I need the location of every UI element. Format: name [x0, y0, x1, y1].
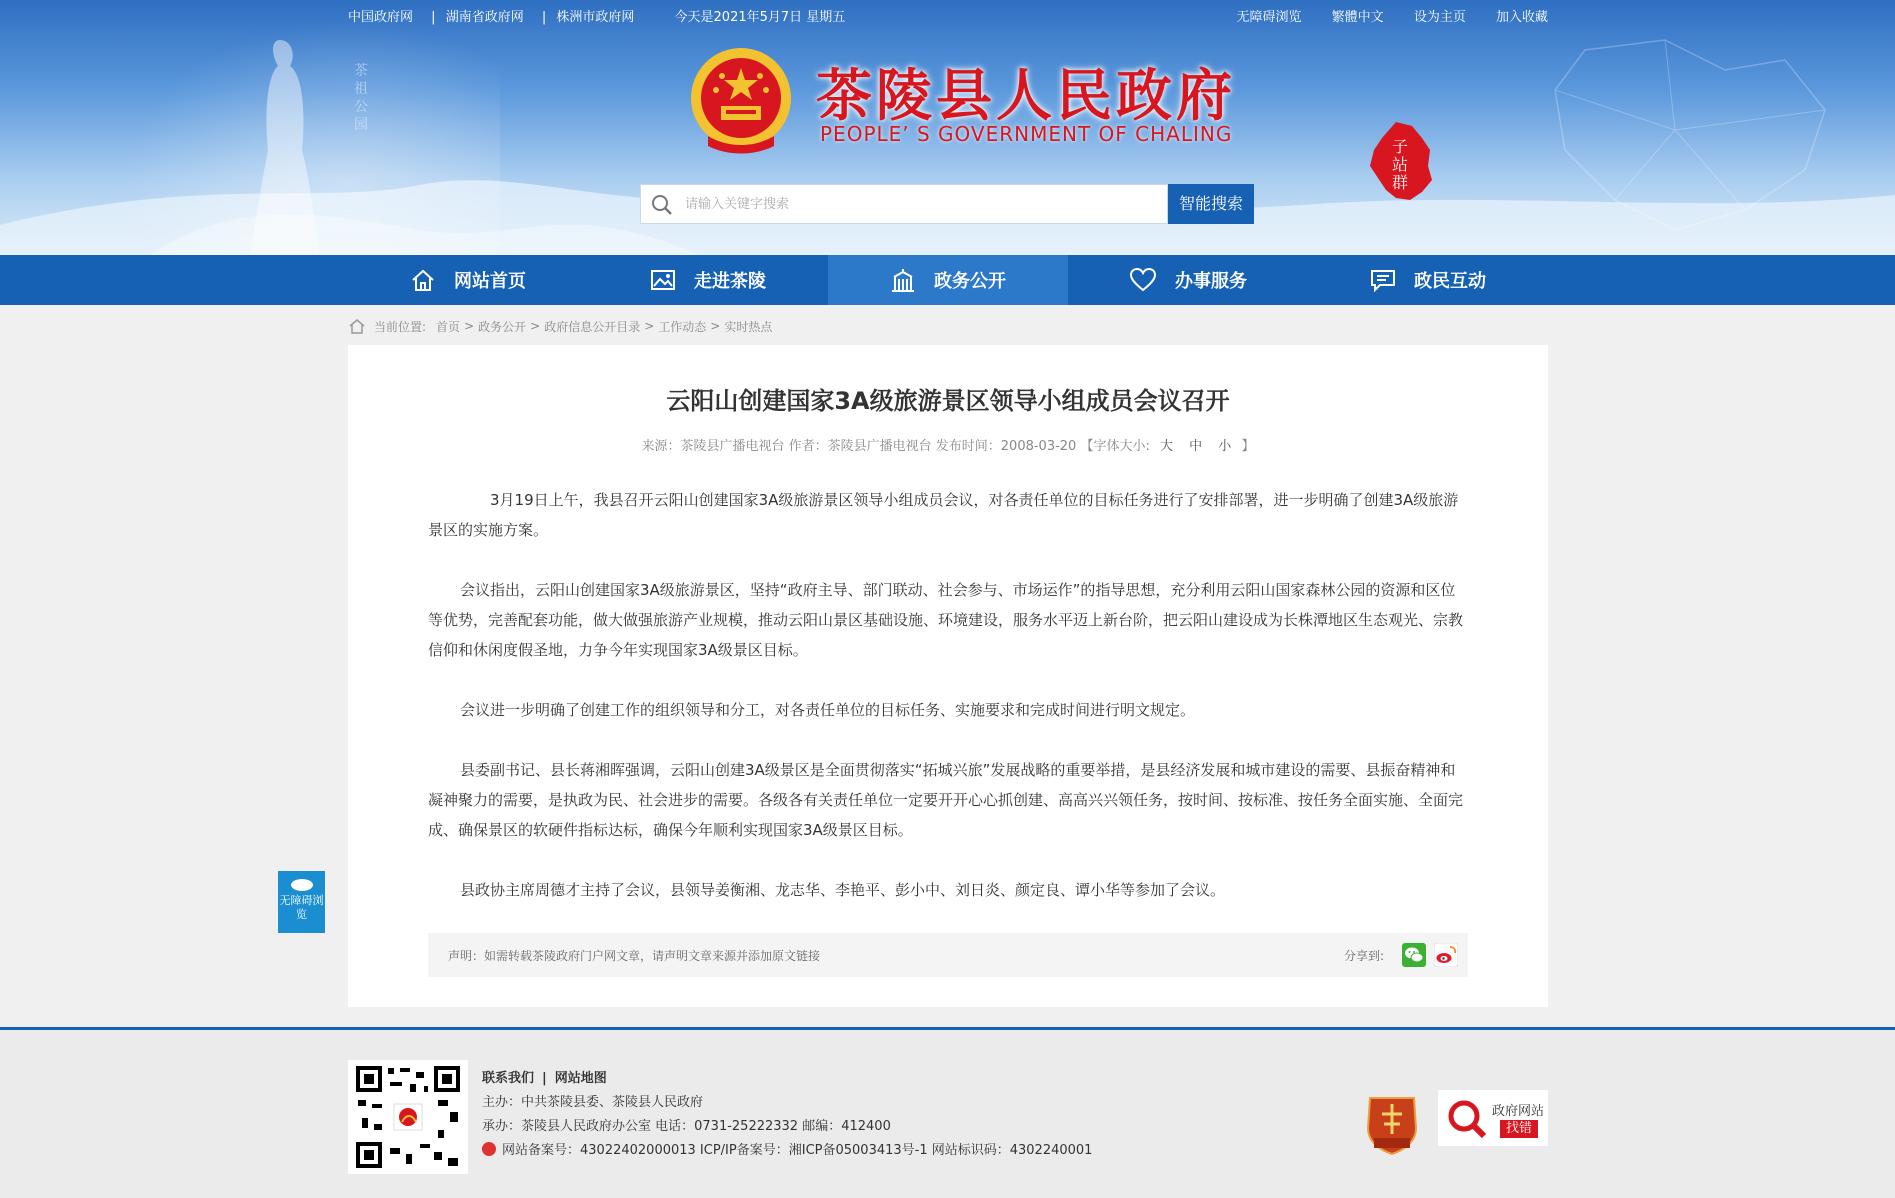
- home-icon: [410, 268, 436, 292]
- main-nav: [0, 255, 1895, 305]
- accessibility-link[interactable]: 无障碍浏览: [1236, 10, 1302, 25]
- footer-links: [482, 1067, 1092, 1091]
- font-size-large[interactable]: 大: [1159, 439, 1173, 454]
- footer-record[interactable]: 网站备案号：43022402000013 ICP/IP备案号：湘ICP备05003413号-1 网站标识码：4302240001: [502, 1143, 1093, 1158]
- subsite-label: 子站群: [1391, 137, 1408, 192]
- article-title: 云阳山创建国家3A级旅游景区领导小组成员会议召开: [666, 387, 1230, 415]
- nav-label: 政民互动: [1414, 271, 1486, 292]
- breadcrumb-item[interactable]: 工作动态: [658, 319, 707, 334]
- footer-organizer: 承办：茶陵县人民政府办公室 电话：0731-25222332 邮编：412400: [482, 1119, 891, 1134]
- footer-link-separator: |: [542, 1071, 547, 1086]
- breadcrumb-separator: >: [464, 319, 475, 333]
- article-paragraph: 县政协主席周德才主持了会议，县领导姜衡湘、龙志华、李艳平、彭小中、刘日炎、颜定良、谭小华等参加了会议。: [460, 881, 1226, 899]
- site-subtitle: PEOPLE’ S GOVERNMENT OF CHALING: [820, 122, 1233, 146]
- heart-icon: [1129, 268, 1157, 292]
- footer-record-row: [482, 1139, 1092, 1163]
- article-body: [428, 485, 1468, 935]
- top-bar: [348, 6, 1548, 28]
- topbar-separator: |: [541, 10, 547, 25]
- home-icon: [348, 318, 366, 334]
- breadcrumb-item[interactable]: 首页: [436, 319, 461, 334]
- nav-item-interaction[interactable]: [1308, 255, 1548, 305]
- breadcrumb-item[interactable]: 政府信息公开目录: [544, 319, 641, 334]
- breadcrumb-item[interactable]: 实时热点: [724, 319, 773, 334]
- qr-code-icon: [354, 1064, 462, 1170]
- search-input[interactable]: [685, 185, 1155, 223]
- qr-code: [348, 1060, 468, 1174]
- error-report-text: 找错: [1500, 1120, 1538, 1138]
- chat-icon: [1370, 268, 1396, 292]
- article-card: [348, 345, 1548, 1007]
- gov-site-error-report-badge[interactable]: [1438, 1090, 1548, 1146]
- accessibility-float-label: 无障碍浏览: [279, 894, 324, 921]
- article-paragraph: 3月19日上午，我县召开云阳山创建国家3A级旅游景区领导小组成员会议，对各责任单位的目标任务进行了安排部署，进一步明确了创建3A级旅游景区的实施方案。: [428, 491, 1459, 539]
- nav-label: 走进茶陵: [694, 271, 766, 292]
- picture-icon: [650, 268, 676, 292]
- link-zhuzhou-gov[interactable]: 株洲市政府网: [556, 10, 635, 25]
- national-emblem-icon: [688, 44, 794, 156]
- copyright-statement: 声明：如需转载茶陵政府门户网文章，请声明文章来源并添加原文链接: [448, 949, 821, 963]
- accessibility-float-button[interactable]: [278, 871, 325, 933]
- eye-icon: [291, 879, 313, 891]
- nav-item-home[interactable]: [348, 255, 588, 305]
- decor-calligraphy: 茶祖公园: [354, 63, 368, 133]
- search-bar: [640, 184, 1254, 224]
- breadcrumb: [348, 316, 772, 336]
- nav-item-services[interactable]: [1068, 255, 1308, 305]
- county-map-decor: [1525, 30, 1855, 240]
- breadcrumb-separator: >: [644, 319, 655, 333]
- nav-label: 网站首页: [454, 271, 526, 292]
- link-gov-cn[interactable]: 中国政府网: [348, 10, 414, 25]
- set-homepage-link[interactable]: 设为主页: [1413, 10, 1466, 25]
- wechat-share-icon[interactable]: [1402, 943, 1426, 967]
- nav-label: 政务公开: [934, 271, 1006, 292]
- contact-us-link[interactable]: 联系我们: [482, 1071, 535, 1086]
- article-paragraph: 会议指出，云阳山创建国家3A级旅游景区，坚持“政府主导、部门联动、社会参与、市场运作”的指导思想，充分利用云阳山国家森林公园的资源和区位等优势，完善配套功能，做大做强旅游产业规模，推动云阳山景区基础设施、环境建设，服务水平迈上新台阶，把云阳山建设成为长株潭地区生态观光、宗教信仰和休闲度假圣地，力争今年实现国家3A级景区目标。: [428, 581, 1464, 659]
- gov-site-badge-text: 政府网站: [1492, 1104, 1545, 1119]
- footer-sponsor: 主办：中共茶陵县委、茶陵县人民政府: [482, 1095, 704, 1110]
- share-label: 分享到:: [1343, 948, 1384, 963]
- breadcrumb-label: 当前位置:: [374, 319, 427, 334]
- government-building-icon: [890, 267, 916, 293]
- nav-item-about-chaling[interactable]: [588, 255, 828, 305]
- font-size-small[interactable]: 小: [1218, 439, 1232, 454]
- article-meta-end: 】: [1241, 439, 1255, 454]
- article-paragraph: 县委副书记、县长蒋湘晖强调，云阳山创建3A级景区是全面贯彻落实“拓城兴旅”发展战略的重要举措，是县经济发展和城市建设的需要、县振奋精神和凝神聚力的需要，是执政为民、社会进步的需要。各级各有关责任单位一定要开开心心抓创建、高高兴兴领任务，按时间、按标准、按任务全面实施、全面完成、确保景区的软硬件指标达标，确保今年顺利实现国家3A级景区目标。: [428, 761, 1464, 839]
- link-hunan-gov[interactable]: 湖南省政府网: [445, 10, 524, 25]
- police-badge-icon: [482, 1142, 496, 1156]
- party-gov-badge-icon: [1364, 1090, 1420, 1156]
- site-title: 茶陵县人民政府: [816, 63, 1236, 129]
- article-meta-info: 来源：茶陵县广播电视台 作者：茶陵县广播电视台 发布时间：2008-03-20 【字体大小:: [641, 439, 1150, 454]
- magnifier-error-icon: [1444, 1096, 1488, 1140]
- nav-label: 办事服务: [1175, 271, 1247, 292]
- party-gov-org-badge[interactable]: [1364, 1090, 1420, 1156]
- site-header: [0, 0, 1895, 255]
- font-size-medium[interactable]: 中: [1189, 439, 1203, 454]
- site-footer: [0, 1030, 1895, 1198]
- search-box: [640, 184, 1168, 224]
- smart-search-button[interactable]: 智能搜索: [1168, 184, 1254, 224]
- nav-item-gov-affairs[interactable]: [828, 255, 1068, 305]
- current-date: 今天是2021年5月7日 星期五: [674, 10, 846, 25]
- sitemap-link[interactable]: 网站地图: [554, 1071, 607, 1086]
- weibo-share-icon[interactable]: [1434, 943, 1458, 967]
- add-favorite-link[interactable]: 加入收藏: [1495, 10, 1548, 25]
- article-meta: [348, 435, 1548, 454]
- breadcrumb-separator: >: [710, 319, 721, 333]
- statue-decor: [240, 30, 330, 255]
- search-icon: [651, 194, 673, 216]
- subsite-group-button[interactable]: [1366, 120, 1436, 204]
- article-paragraph: 会议进一步明确了创建工作的组织领导和分工，对各责任单位的目标任务、实施要求和完成时间进行明文规定。: [460, 701, 1196, 719]
- copyright-statement-bar: [428, 933, 1468, 977]
- breadcrumb-item[interactable]: 政务公开: [478, 319, 527, 334]
- topbar-separator: |: [431, 10, 436, 25]
- breadcrumb-separator: >: [530, 319, 541, 333]
- share-bar: [1344, 943, 1458, 967]
- traditional-chinese-link[interactable]: 繁體中文: [1331, 10, 1384, 25]
- footer-info: [482, 1067, 1092, 1163]
